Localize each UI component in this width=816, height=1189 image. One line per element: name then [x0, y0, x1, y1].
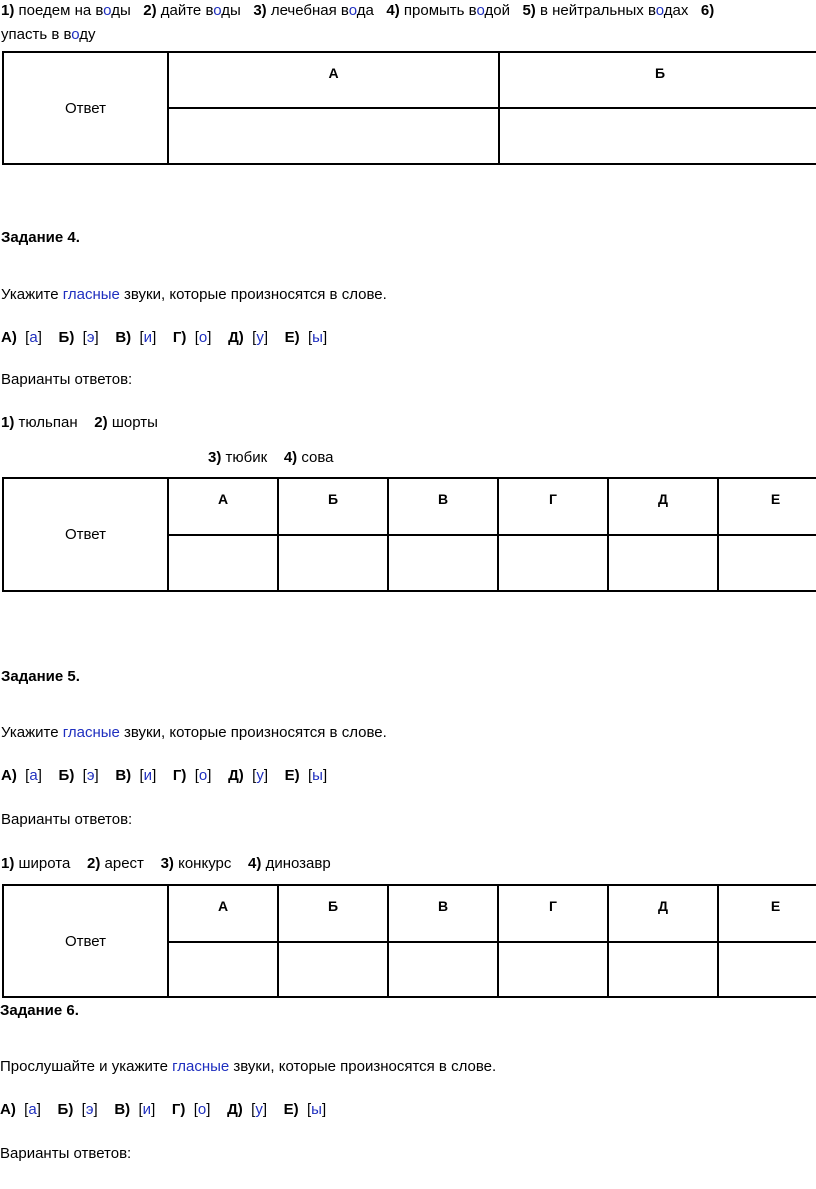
option: 5) в нейтральных водах — [522, 2, 689, 19]
answer-cell[interactable] — [168, 942, 278, 997]
answer-label: Ответ — [3, 478, 168, 591]
variants-label: Варианты ответов: — [1, 371, 133, 388]
column-header: А — [168, 885, 278, 942]
answer-cell[interactable] — [388, 942, 498, 997]
answer-label: Ответ — [3, 885, 168, 997]
column-header: Д — [608, 478, 718, 535]
column-header: В — [388, 478, 498, 535]
column-header: Б — [278, 885, 388, 942]
variants-label: Варианты ответов: — [0, 1145, 132, 1162]
answer-table-task5 — [2, 884, 816, 998]
answer-cell[interactable] — [608, 942, 718, 997]
option: 3) лечебная вода — [253, 2, 374, 19]
column-header: Е — [718, 478, 816, 535]
column-header: А — [168, 52, 499, 108]
prev-options-line-1 — [1, 2, 714, 19]
variants-label: Варианты ответов: — [1, 811, 133, 828]
word-options: 3) тюбик 4) сова — [208, 449, 334, 466]
prev-options-line-2: упасть в воду — [1, 26, 96, 43]
sound-options: А) [а] Б) [э] В) [и] Г) [о] Д) [у] Е) [ы] — [0, 1101, 327, 1118]
word-options: 1) тюльпан 2) шорты — [1, 414, 158, 431]
sound-options: А) [а] Б) [э] В) [и] Г) [о] Д) [у] Е) [ы] — [1, 767, 328, 784]
answer-cell[interactable] — [278, 535, 388, 591]
word-options: 1) широта 2) арест 3) конкурс 4) динозавр — [1, 855, 331, 872]
column-header: Б — [278, 478, 388, 535]
task-instruction: Укажите гласные звуки, которые произносятся в слове. — [1, 286, 387, 303]
answer-cell[interactable] — [718, 535, 816, 591]
task-instruction: Укажите гласные звуки, которые произносятся в слове. — [1, 724, 387, 741]
option: 6) — [700, 2, 715, 19]
answer-table-task4 — [2, 477, 816, 592]
option: 1) поедем на воды — [1, 2, 131, 19]
column-header: В — [388, 885, 498, 942]
answer-cell[interactable] — [499, 108, 816, 164]
answer-cell[interactable] — [608, 535, 718, 591]
column-header: Е — [718, 885, 816, 942]
answer-cell[interactable] — [498, 535, 608, 591]
task-title: Задание 4. — [1, 229, 80, 246]
column-header: Г — [498, 478, 608, 535]
column-header: А — [168, 478, 278, 535]
answer-cell[interactable] — [388, 535, 498, 591]
answer-cell[interactable] — [498, 942, 608, 997]
task-instruction: Прослушайте и укажите гласные звуки, которые произносятся в слове. — [0, 1058, 497, 1075]
answer-table-prev — [2, 51, 816, 165]
task-title: Задание 5. — [1, 668, 80, 685]
answer-cell[interactable] — [278, 942, 388, 997]
sound-options: А) [а] Б) [э] В) [и] Г) [о] Д) [у] Е) [ы] — [1, 329, 328, 346]
answer-cell[interactable] — [168, 108, 499, 164]
option: 2) дайте воды — [143, 2, 241, 19]
column-header: Г — [498, 885, 608, 942]
task-title: Задание 6. — [0, 1002, 79, 1019]
answer-cell[interactable] — [168, 535, 278, 591]
answer-cell[interactable] — [718, 942, 816, 997]
option: 4) промыть водой — [386, 2, 510, 19]
column-header: Б — [499, 52, 816, 108]
column-header: Д — [608, 885, 718, 942]
answer-label: Ответ — [3, 52, 168, 164]
